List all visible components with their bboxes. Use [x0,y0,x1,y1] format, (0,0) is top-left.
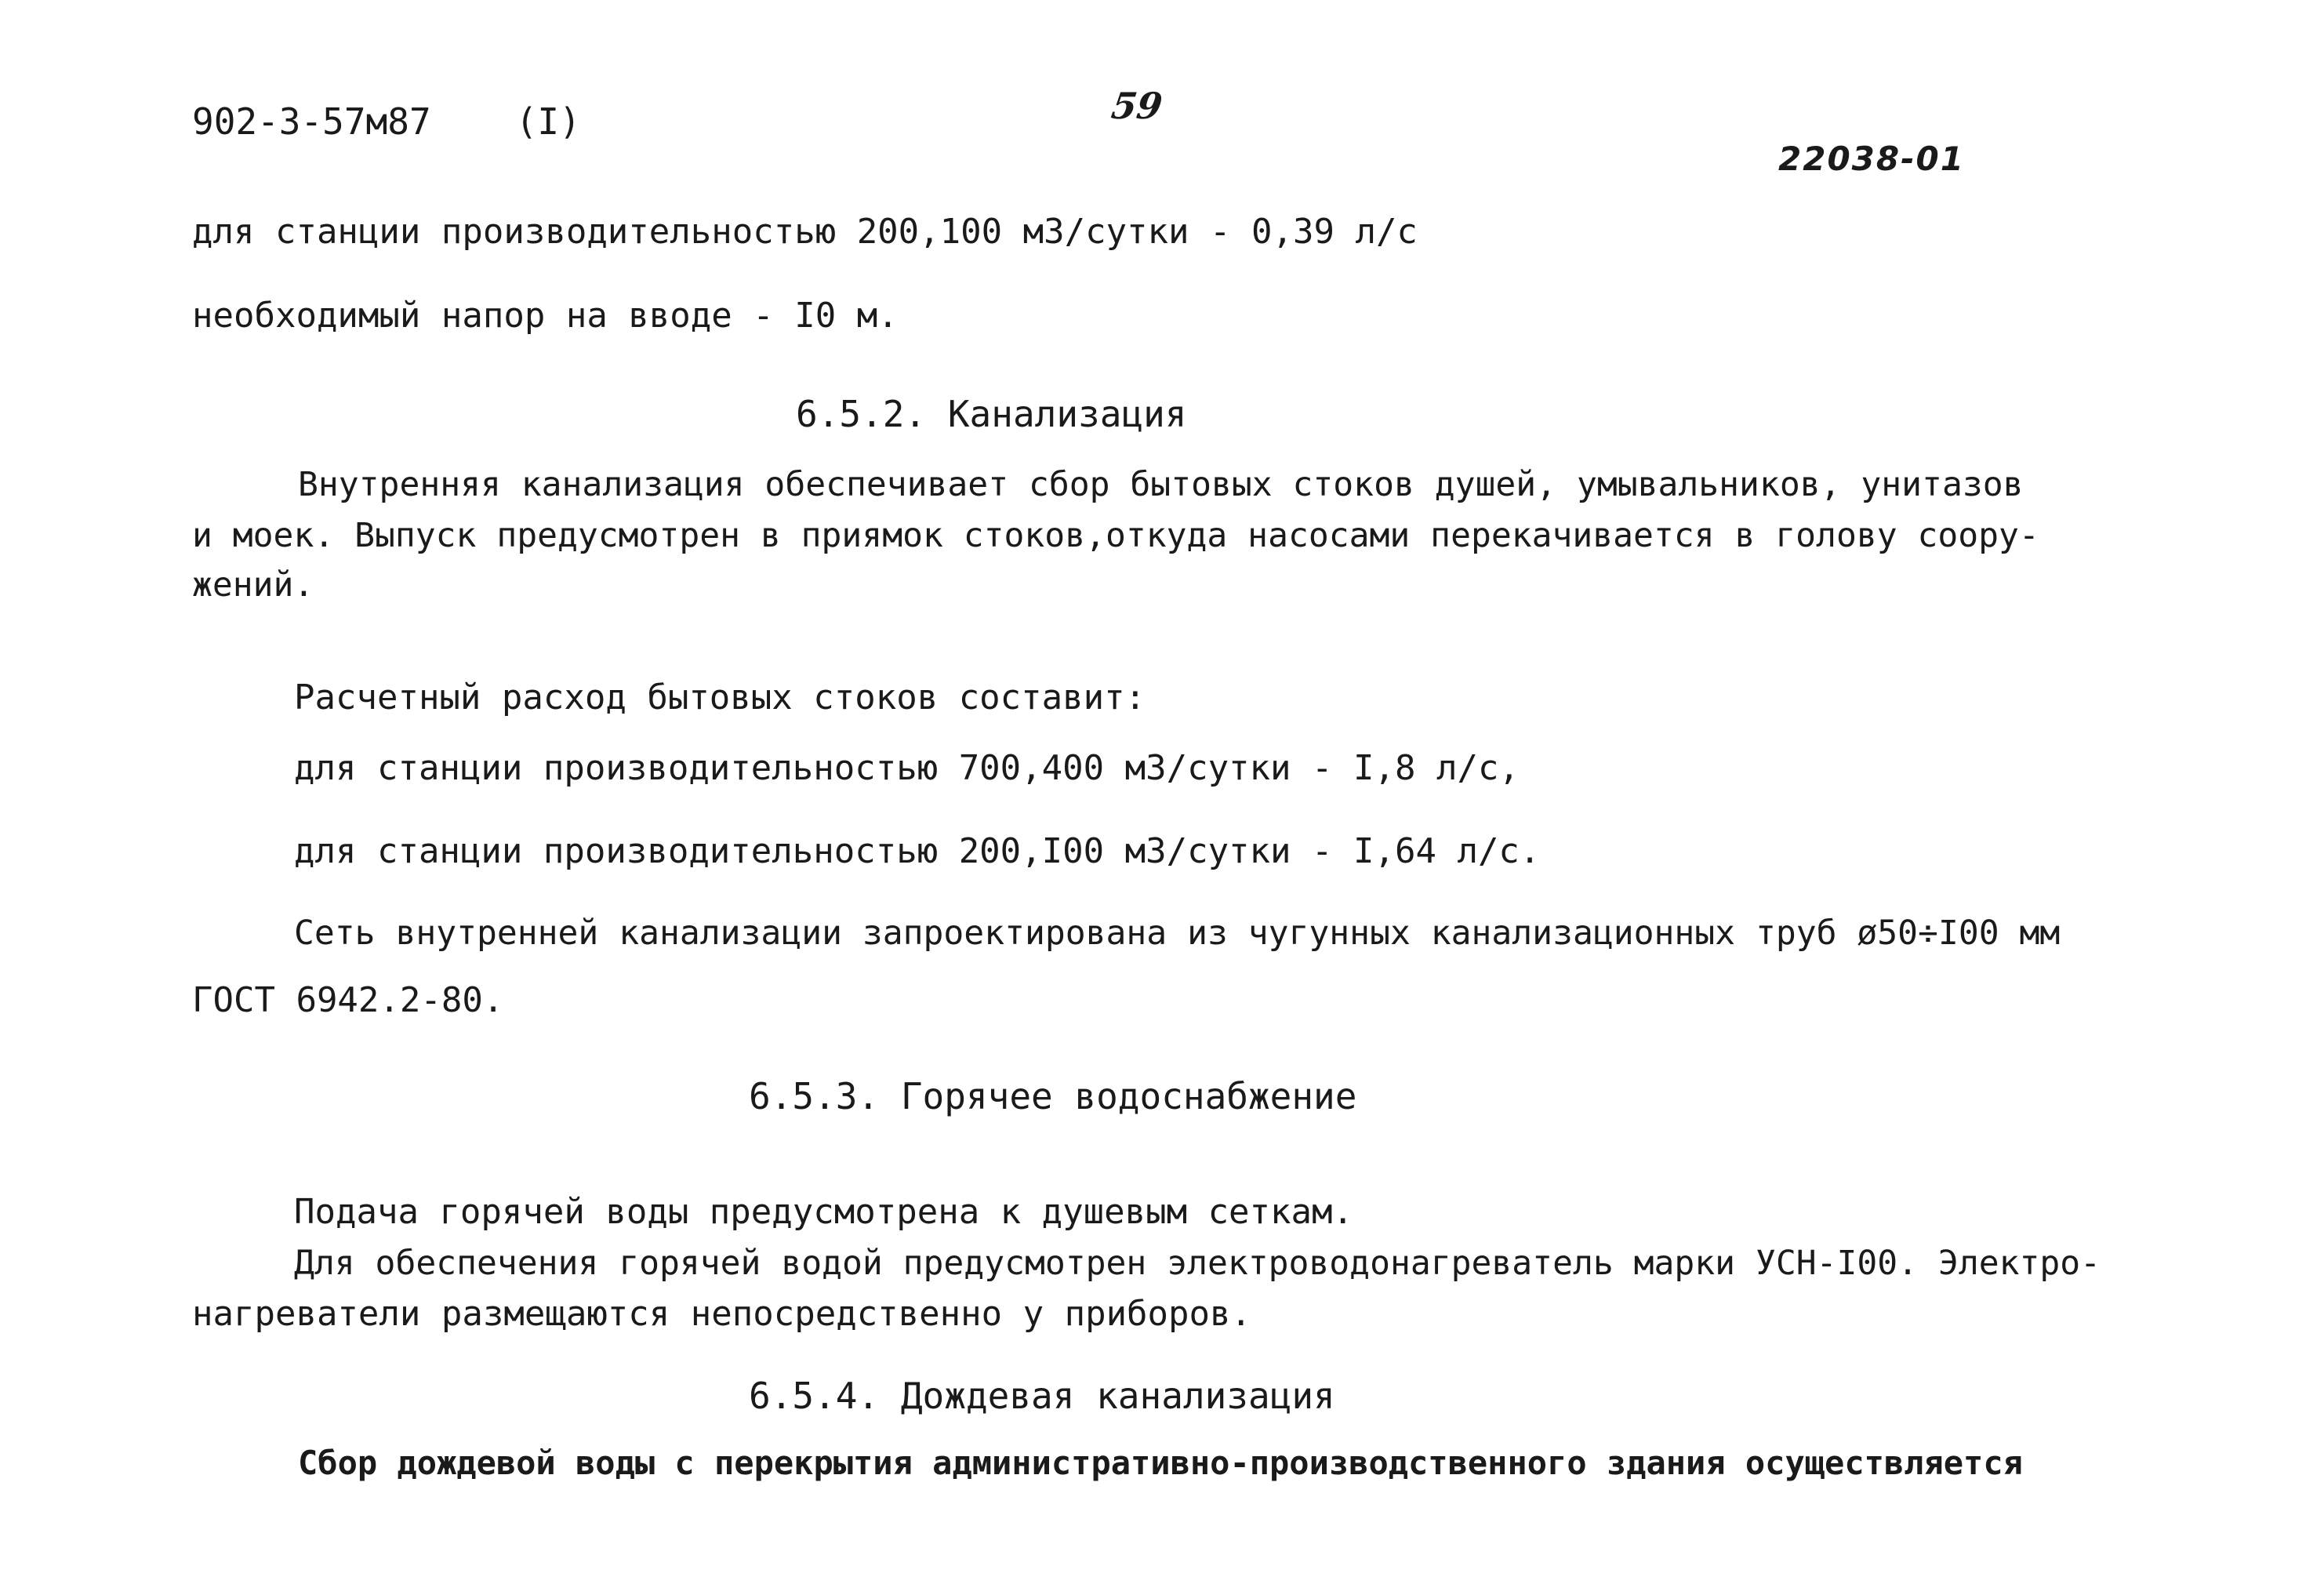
doc-number: 902-3-57м87 [192,100,431,143]
text-line-flow-200: для станции производительностью 200,100 м3/сутки - 0,39 л/с [192,212,1418,252]
text-line-pressure: необходимый напор на вводе - I0 м. [192,296,899,336]
paragraph-line: Сбор дождевой воды с перекрытия административно-производственного здания осуществляется [298,1444,2023,1482]
section-heading-6-5-2: 6.5.2. Канализация [796,393,1187,435]
paragraph-line: для станции производительностью 700,400 м3/сутки - I,8 л/с, [294,748,1520,788]
paragraph-line: жений. [192,565,314,605]
paragraph-line: ГОСТ 6942.2-80. [192,980,504,1020]
section-heading-6-5-3: 6.5.3. Горячее водоснабжение [749,1075,1357,1117]
sheet-marker: (I) [515,100,581,143]
paragraph-line: нагреватели размещаются непосредственно у приборов. [192,1294,1252,1334]
header-doc-number [192,100,581,143]
paragraph-line: Для обеспечения горячей водой предусмотрен электроводонагреватель марки УСН-I00. Электро- [294,1244,2101,1283]
paragraph-line: и моек. Выпуск предусмотрен в приямок стоков,откуда насосами перекачивается в голову соору- [192,516,2039,555]
paragraph-line: Подача горячей воды предусмотрена к душевым сеткам. [294,1192,1354,1232]
section-heading-6-5-4: 6.5.4. Дождевая канализация [749,1375,1335,1417]
page-number: 59 [1109,85,1165,127]
paragraph-line: Внутренняя канализация обеспечивает сбор бытовых стоков душей, умывальников, унитазов [298,465,2024,504]
paragraph-line: Сеть внутренней канализации запроектирована из чугунных канализационных труб ø50÷I00 мм [294,914,2061,953]
paragraph-line: Расчетный расход бытовых стоков составит: [294,678,1146,718]
paragraph-line: для станции производительностью 200,I00 м3/сутки - I,64 л/с. [294,831,1541,871]
archive-code: 22038-01 [1778,140,1965,178]
